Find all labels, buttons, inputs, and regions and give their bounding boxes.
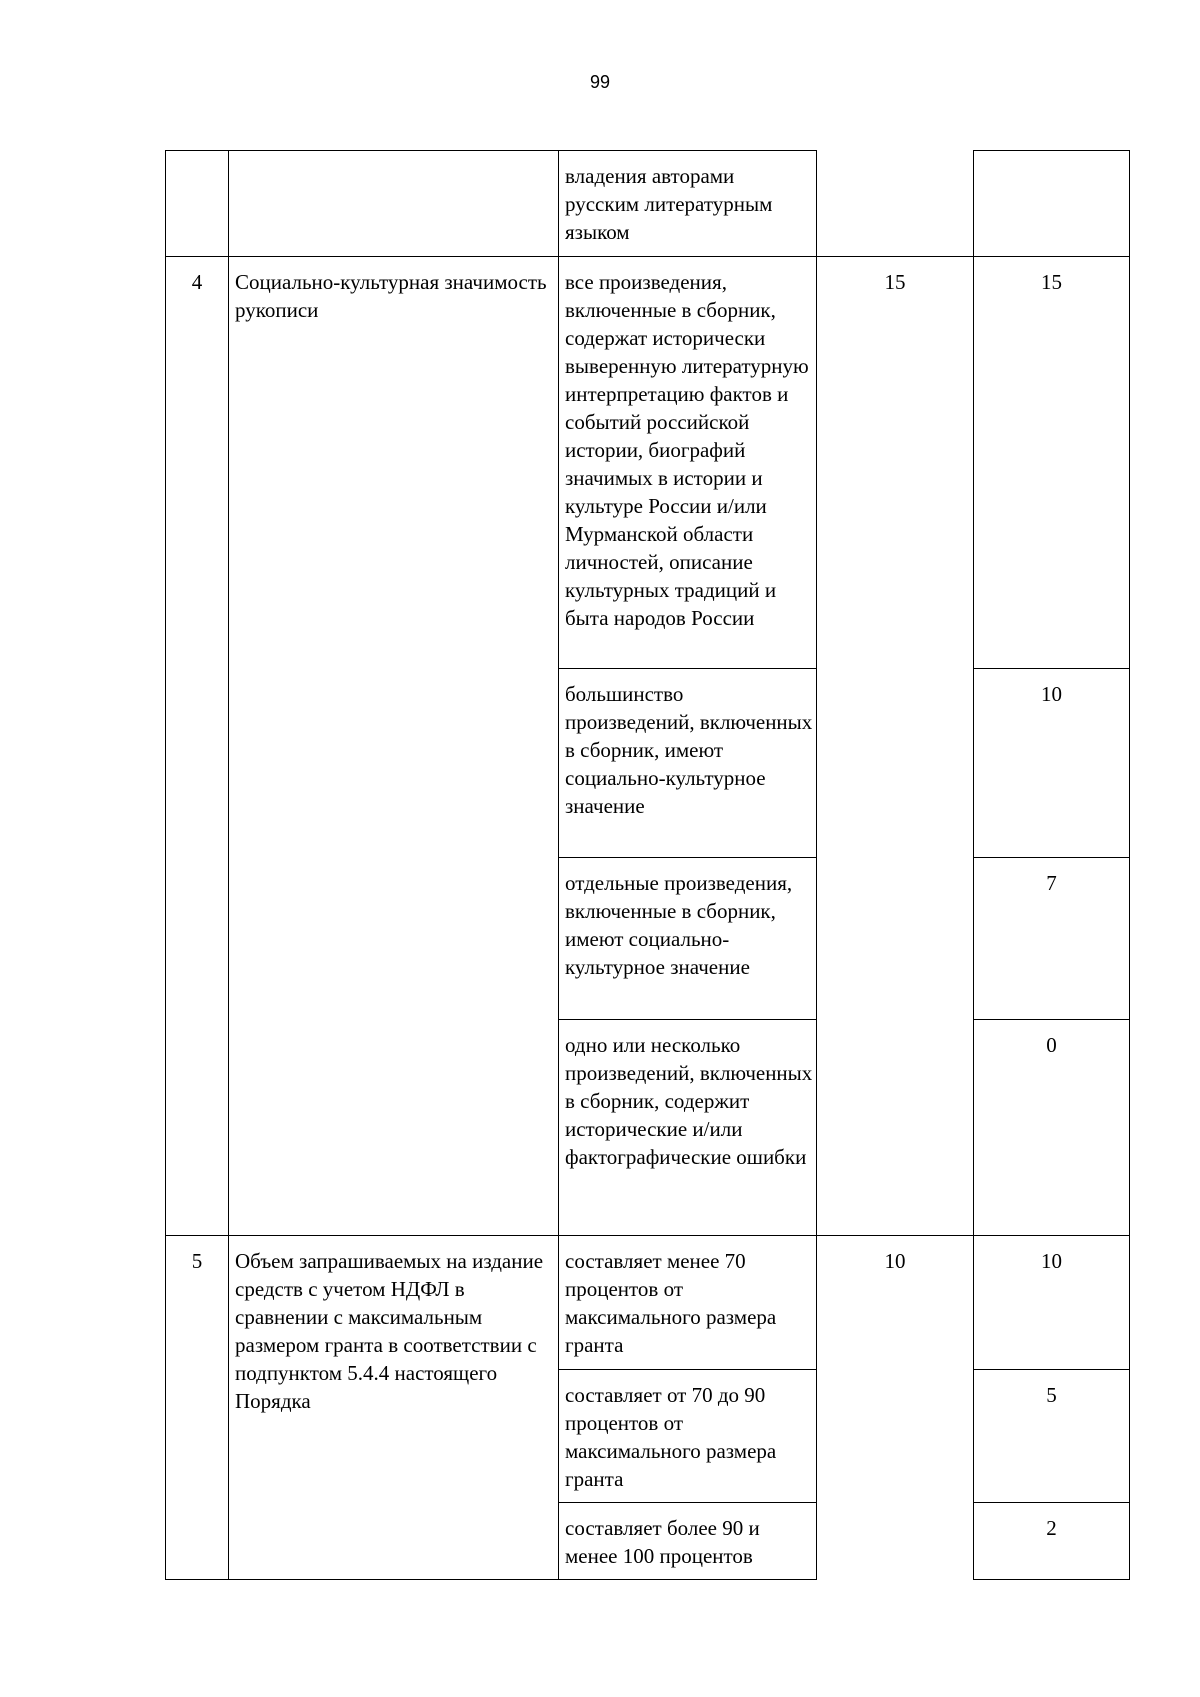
table-line xyxy=(165,150,166,1580)
row4-criterion-name: Социально-культурная значимость рукописи xyxy=(235,270,547,322)
row5-number: 5 xyxy=(191,1249,203,1273)
row4-option-2-score: 10 xyxy=(1041,682,1062,706)
row4-option-1-score: 15 xyxy=(1041,270,1062,294)
row4-option-3-score: 7 xyxy=(1046,871,1057,895)
row4-option-4-score: 0 xyxy=(1046,1033,1057,1057)
table-line xyxy=(973,1369,1130,1370)
row5-max-score: 10 xyxy=(884,1249,906,1273)
row4-option-4-text: одно или несколько произведений, включенных в сборник, содержит исторические и/или фактографические ошибки xyxy=(565,1033,813,1169)
table-line xyxy=(973,1579,1130,1580)
table-line xyxy=(558,1502,817,1503)
table-line xyxy=(165,1579,817,1580)
row5-option-3-text: составляет более 90 и менее 100 процентов xyxy=(565,1516,760,1568)
row5-option-3-score: 2 xyxy=(1046,1516,1057,1540)
table-line xyxy=(973,150,974,1580)
row5-option-1-text: составляет менее 70 процентов от максимального размера гранта xyxy=(565,1249,777,1357)
table-line xyxy=(973,1502,1130,1503)
table-line xyxy=(558,857,817,858)
table-line xyxy=(558,1369,817,1370)
table-line xyxy=(973,857,1130,858)
continuation-criterion-text: владения авторами русским литературным языком xyxy=(565,164,773,244)
row4-option-3-text: отдельные произведения, включенные в сборник, имеют социально-культурное значение xyxy=(565,871,793,979)
table-line xyxy=(1129,150,1130,1580)
row4-option-2-text: большинство произведений, включенных в сборник, имеют социально-культурное значение xyxy=(565,682,813,818)
table-line xyxy=(165,150,817,151)
table-line xyxy=(816,150,817,1580)
table-line xyxy=(165,256,1130,257)
row4-max-score: 15 xyxy=(884,270,906,294)
table-line xyxy=(558,1019,817,1020)
row5-option-2-score: 5 xyxy=(1046,1383,1057,1407)
table-line xyxy=(558,668,817,669)
table-line xyxy=(165,1235,1130,1236)
row5-option-1-score: 10 xyxy=(1041,1249,1062,1273)
row4-number: 4 xyxy=(191,270,203,294)
table-line xyxy=(973,1019,1130,1020)
row5-option-2-text: составляет от 70 до 90 процентов от максимального размера гранта xyxy=(565,1383,777,1491)
table-line xyxy=(973,668,1130,669)
table-line xyxy=(558,150,559,1580)
row5-criterion-name: Объем запрашиваемых на издание средств с учетом НДФЛ в сравнении с максимальным размером гранта в соответствии с подпунктом 5.4.4 настоящего Порядка xyxy=(235,1249,544,1413)
page-number: 99 xyxy=(589,72,611,92)
table-line xyxy=(973,150,1130,151)
table-line xyxy=(228,150,229,1580)
row4-option-1-text: все произведения, включенные в сборник, содержат исторически выверенную литературную интерпретацию фактов и событий российской истории, биографий значимых в истории и культуре России и/или Мурманской области личностей, описание культурных традиций и быта народов России xyxy=(565,270,809,630)
